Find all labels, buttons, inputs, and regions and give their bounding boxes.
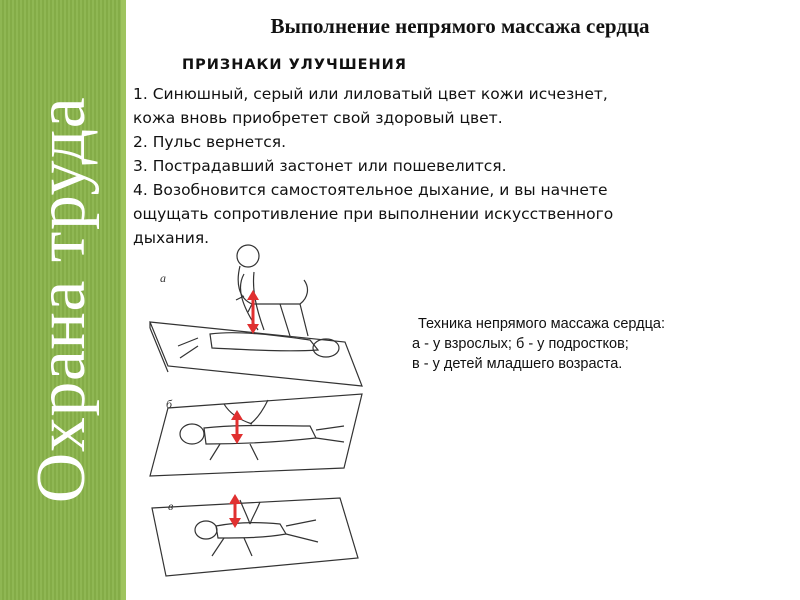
- arrow-head-up-a: [247, 290, 259, 300]
- patient-arms-b: [210, 444, 258, 460]
- patient-legs-a: [178, 338, 198, 358]
- signs-list: [133, 82, 773, 247]
- sidebar-title: Охрана труда: [23, 96, 100, 504]
- arrow-head-down-b: [231, 434, 243, 444]
- caption-line: Техника непрямого массажа сердца:: [418, 316, 665, 332]
- signs-line: 1. Синюшный, серый или лиловатый цвет кожи исчезнет,: [133, 85, 608, 103]
- caption-line: в - у детей младшего возраста.: [412, 356, 623, 372]
- caption-line: а - у взрослых; б - у подростков;: [412, 336, 629, 352]
- cpr-illustration-svg: [140, 238, 362, 578]
- signs-heading: ПРИЗНАКИ УЛУЧШЕНИЯ: [182, 57, 407, 73]
- arrow-head-up-b: [231, 410, 243, 420]
- signs-line: кожа вновь приобретет свой здоровый цвет.: [133, 109, 503, 127]
- mat-a: [150, 322, 362, 386]
- patient-head-c: [195, 521, 217, 539]
- sidebar-edge: [121, 0, 126, 600]
- patient-body-a: [210, 333, 318, 351]
- patient-head-b: [180, 424, 204, 444]
- signs-line: ощущать сопротивление при выполнении искусственного: [133, 205, 614, 223]
- panel-adult: [150, 245, 362, 386]
- patient-body-c: [216, 523, 286, 538]
- mat-b: [150, 394, 362, 476]
- mat-edge: [150, 328, 168, 372]
- panel-label-c: в: [168, 499, 174, 513]
- arrow-head-up-c: [229, 494, 241, 504]
- rescuer-head-a: [237, 245, 259, 267]
- slide-title: Выполнение непрямого массажа сердца: [270, 14, 650, 38]
- panel-child: [152, 498, 358, 576]
- cpr-illustration: [140, 238, 362, 578]
- rescuer-legs-a: [280, 304, 308, 336]
- panel-label-b: б: [166, 397, 173, 411]
- patient-body-b: [204, 426, 316, 445]
- signs-line: 2. Пульс вернется.: [133, 133, 287, 151]
- signs-line: 4. Возобновится самостоятельное дыхание, и вы начнете: [133, 181, 608, 199]
- signs-line: 3. Пострадавший застонет или пошевелится.: [133, 157, 507, 175]
- panel-teen: [150, 394, 362, 476]
- patient-legs-c: [286, 520, 318, 542]
- patient-legs-b: [316, 426, 344, 442]
- patient-arms-c: [212, 538, 252, 556]
- signs-line: дыхания.: [133, 229, 210, 247]
- figure-caption: [412, 314, 665, 374]
- panel-label-a: а: [160, 271, 166, 285]
